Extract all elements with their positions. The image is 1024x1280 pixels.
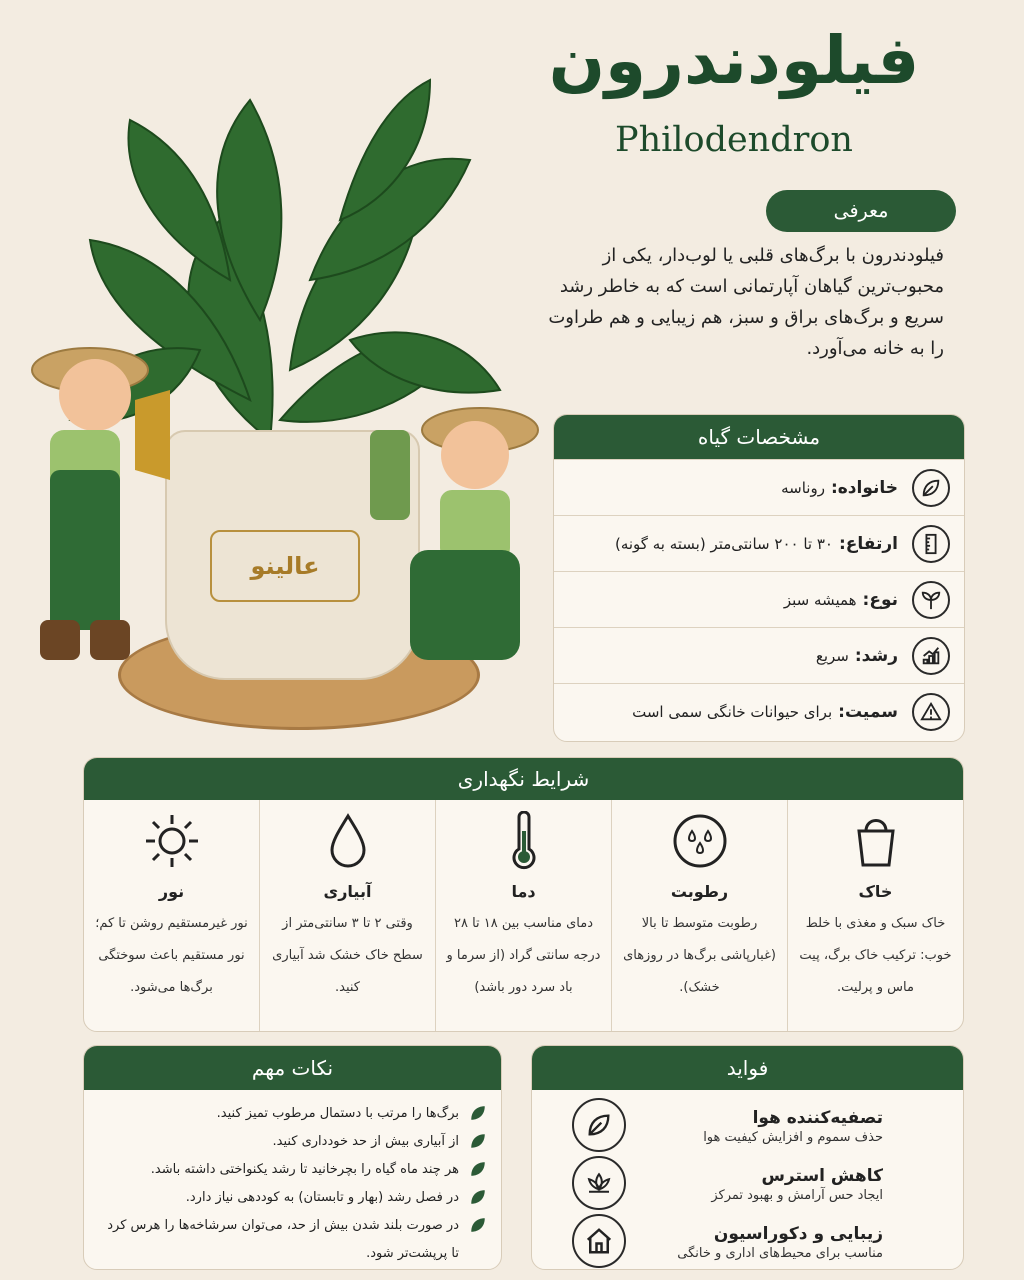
tip-item (104, 1128, 487, 1156)
benefits-title: فواید (532, 1046, 963, 1090)
care-item-title: آبیاری (323, 882, 372, 901)
spec-label: سمیت: (838, 701, 898, 722)
tips-card (83, 1045, 502, 1270)
spec-value: روناسه (781, 478, 825, 497)
pot-brand-logo: عالینو (210, 530, 360, 602)
gardener-girl-figure (370, 390, 540, 680)
care-item-text: رطوبت متوسط تا بالا (غبارپاشی برگ‌ها در روزهای خشک). (623, 916, 776, 995)
benefit-title: تصفیه‌کننده هوا (752, 1107, 883, 1128)
spec-label: خانواده: (830, 477, 898, 498)
care-item-humidity (611, 800, 787, 1031)
care-item-title: رطوبت (670, 882, 729, 901)
care-item-watering (259, 800, 435, 1031)
spec-label: ارتفاع: (838, 533, 898, 554)
intro-text: فیلودندرون با برگ‌های قلبی یا لوب‌دار، یکی از محبوب‌ترین گیاهان آپارتمانی است که به خاطر رشد سریع و برگ‌های براق و سبز، هم زیبایی و هم طراوت را به خانه می‌آورد. (548, 245, 944, 359)
tips-title: نکات مهم (84, 1046, 501, 1090)
spec-label: رشد: (854, 645, 898, 666)
leaf-bullet-icon (467, 1216, 487, 1236)
tip-text: در صورت بلند شدن بیش از حد، می‌توان سرشاخه‌ها را هرس کرد تا پرپشت‌تر شود. (107, 1218, 459, 1261)
leaf-bullet-icon (467, 1188, 487, 1208)
benefit-item-stress (532, 1154, 963, 1212)
spec-value: سریع (815, 646, 849, 665)
humidity-icon (612, 810, 787, 872)
care-item-title: نور (158, 882, 185, 901)
tip-text: در فصل رشد (بهار و تابستان) به کوددهی نیاز دارد. (185, 1190, 459, 1205)
care-item-soil (787, 800, 963, 1031)
leaf-bullet-icon (467, 1132, 487, 1152)
spec-row-family (554, 459, 964, 515)
specs-title: مشخصات گیاه (554, 415, 964, 459)
spec-row-height (554, 515, 964, 571)
tip-item (104, 1184, 487, 1212)
benefit-text: حذف سموم و افزایش کیفیت هوا (703, 1129, 883, 1145)
lotus-icon (572, 1156, 626, 1210)
benefit-title: زیبایی و دکوراسیون (713, 1223, 883, 1244)
intro-label: معرفی (766, 190, 956, 232)
bucket-icon (788, 810, 963, 872)
spec-value: برای حیوانات خانگی سمی است (632, 702, 833, 721)
care-item-light (84, 800, 259, 1031)
warning-icon (912, 693, 950, 731)
spec-row-growth (554, 627, 964, 683)
care-card (83, 757, 964, 1032)
tip-item (104, 1212, 487, 1268)
page-title-en: Philodendron (615, 120, 853, 160)
leaf-icon (572, 1098, 626, 1152)
care-item-text: وقتی ۲ تا ۳ سانتی‌متر از سطح خاک خشک شد آبیاری کنید. (272, 916, 423, 995)
leaf-icon (912, 469, 950, 507)
spec-row-toxicity (554, 683, 964, 739)
care-item-temperature (435, 800, 611, 1031)
spec-value: ۳۰ تا ۲۰۰ سانتی‌متر (بسته به گونه) (614, 534, 833, 553)
care-item-text: خاک سبک و مغذی با خلط خوب: ترکیب خاک برگ، پیت ماس و پرلیت. (799, 916, 952, 995)
benefit-title: کاهش استرس (761, 1165, 883, 1186)
sprout-icon (912, 581, 950, 619)
spec-label: نوع: (862, 589, 898, 610)
care-item-title: خاک (858, 882, 893, 901)
leaf-bullet-icon (467, 1160, 487, 1180)
spec-value: همیشه سبز (783, 590, 857, 609)
growth-chart-icon (912, 637, 950, 675)
tip-text: هر چند ماه گیاه را بچرخانید تا رشد یکنواختی داشته باشد. (150, 1162, 459, 1177)
tip-text: از آبیاری بیش از حد خودداری کنید. (272, 1134, 459, 1149)
care-item-title: دما (511, 882, 536, 901)
care-item-text: نور غیرمستقیم روشن تا کم؛ نور مستقیم باعث سوختگی برگ‌ها می‌شود. (95, 916, 248, 995)
tip-text: برگ‌ها را مرتب با دستمال مرطوب تمیز کنید. (216, 1106, 459, 1121)
gardener-boy-figure (20, 320, 170, 680)
care-item-text: دمای مناسب بین ۱۸ تا ۲۸ درجه سانتی گراد (از سرما و باد سرد دور باشد) (446, 916, 601, 995)
tip-item (104, 1156, 487, 1184)
house-icon (572, 1214, 626, 1268)
benefits-card (531, 1045, 964, 1270)
thermometer-icon (436, 810, 611, 872)
sun-icon (84, 810, 259, 872)
benefit-text: ایجاد حس آرامش و بهبود تمرکز (711, 1187, 883, 1203)
spec-row-type (554, 571, 964, 627)
page-title-fa: فیلودندرون (548, 22, 920, 99)
benefit-item-decor (532, 1212, 963, 1270)
benefit-text: مناسب برای محیط‌های اداری و خانگی (677, 1245, 883, 1261)
benefit-item-air (532, 1096, 963, 1154)
specs-card (553, 414, 965, 742)
leaf-bullet-icon (467, 1104, 487, 1124)
water-drop-icon (260, 810, 435, 872)
ruler-icon (912, 525, 950, 563)
care-title: شرایط نگهداری (84, 758, 963, 800)
tip-item (104, 1100, 487, 1128)
